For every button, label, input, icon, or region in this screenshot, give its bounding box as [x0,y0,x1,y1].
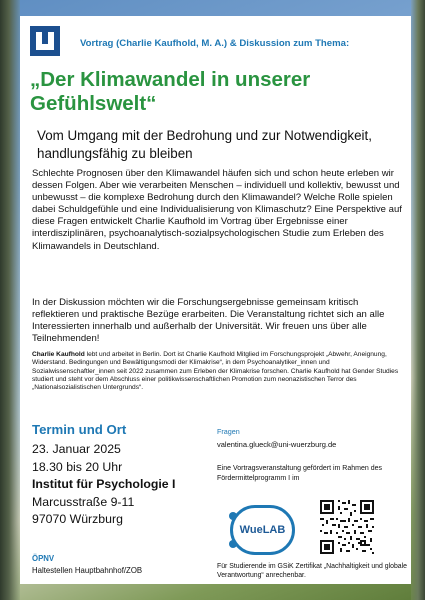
event-type-line: Vortrag (Charlie Kaufhold, M. A.) & Diskussion zum Thema: [80,38,350,49]
qr-code[interactable] [320,500,374,554]
public-transport-stops: Haltestellen Hauptbahnhof/ZOB [32,566,143,575]
event-subtitle: Vom Umgang mit der Bedrohung und zur Notwendigkeit, handlungsfähig zu bleiben [37,128,372,161]
funding-note: Eine Vortragsveranstaltung gefördert im Rahmen des Fördermittelprogramm I im [217,465,382,482]
speaker-bio [32,351,404,392]
public-transport-label: ÖPNV [32,554,55,563]
qr-code-icon [320,500,374,554]
speaker-name: Charlie Kaufhold [32,351,85,358]
wuelab-logo-text: WueLAB [239,524,286,536]
event-title: „Der Klimawandel in unserer Gefühlswelt“ [30,68,311,115]
university-logo-icon [36,32,54,50]
certificate-note: Für Studierende im GSiK Zertifikat „Nachhaltigkeit und globale Verantwortung“ anrechenbar. [217,563,407,579]
event-city: 97070 Würzburg [32,512,123,526]
poster-card [20,16,411,584]
event-street: Marcusstraße 9-11 [32,494,135,509]
event-time: 18.30 bis 20 Uhr [32,459,123,474]
background-trees-left [0,0,20,600]
description-paragraph-1: Schlechte Prognosen über den Klimawandel häufen sich und schon heute erleben wir dessen Folgen. Aber wie verarbeiten Menschen – individuell und kollektiv, bewusst und unbewusst – die komplexe Bedrohung durch den Klimawandel? Welche Rolle spielen dabei Schuldgefühle und eine Individualisierung von Klimaschutz? Eine Perspektive auf diese Fragen entwickelt Charlie Kaufhold im Vortrag über Ergebnisse einer interdisziplinären, psychoanalytisch-sozialpsychologischen Studie zum Erleben des Klimawandels in Deutschland. [32,168,402,252]
event-venue: Institut für Psychologie I [32,477,176,491]
event-details [32,422,222,529]
wuelab-dot-1 [229,512,237,520]
wuelab-logo [230,505,295,555]
description-paragraph-2: In der Diskussion möchten wir die Forschungsergebnisse gemeinsam kritisch reflektieren und praktische Bezüge erarbeiten. Die Veranstaltung richtet sich an alle Interessierten innerhalb und außerhalb der Universität. Wir freuen uns über alle Teilnehmenden! [32,297,385,345]
termin-heading: Termin und Ort [32,422,127,437]
contact-email[interactable]: valentina.glueck@uni-wuerzburg.de [217,440,337,449]
wuelab-dot-2 [229,540,237,548]
speaker-bio-text: lebt und arbeitet in Berlin. Dort ist Charlie Kaufhold Mitglied im Forschungsprojekt „Abwehr, Aneignung, Widerstand. Bedingungen und Bewältigungsmodi der Klimakrise“, in dem Psychoanalytiker_innen und Sozialwissenschaftler_innen seit 2022 zusammen zum Erleben der Klimakrise forschen. Charlie Kaufhold hat Gender Studies studiert und steht vor dem Abschluss einer politikwissenschaftlichen Promotion zum neonazistischen Terror des „Nationalsozialistischen Untergrunds“. [32,351,399,392]
background-trees-right [411,0,425,600]
university-logo [30,26,60,56]
contact-label: Fragen [217,427,240,436]
event-date: 23. Januar 2025 [32,442,121,456]
